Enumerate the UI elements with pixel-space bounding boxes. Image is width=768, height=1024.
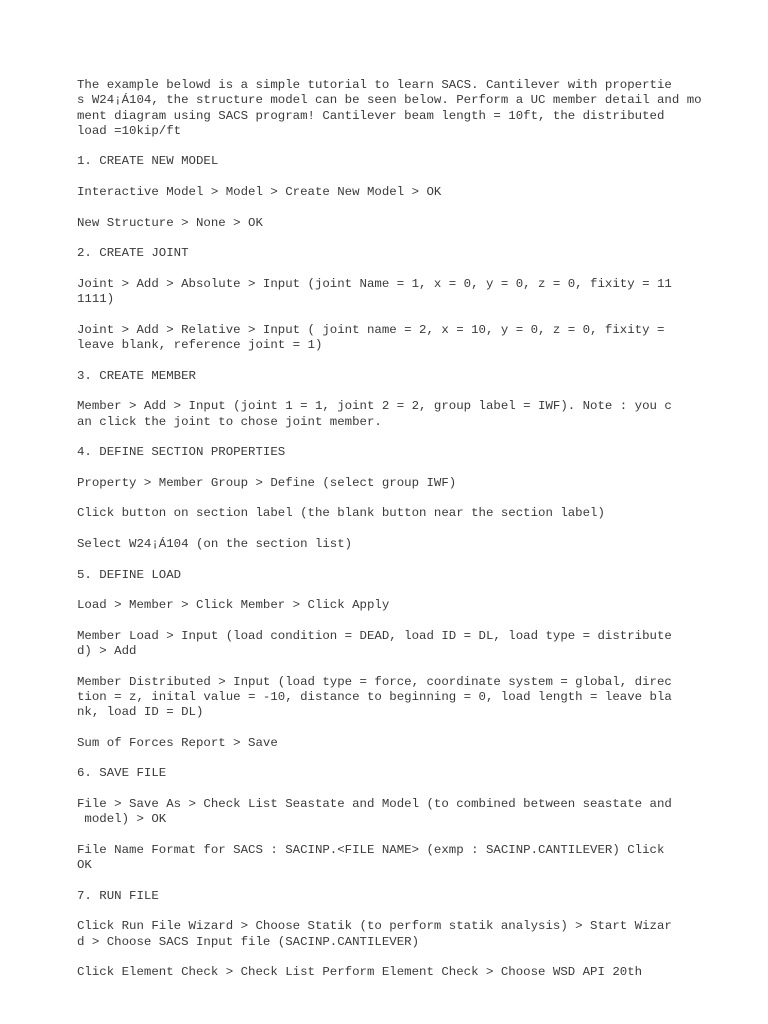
text-paragraph: New Structure > None > OK [77, 215, 263, 230]
text-paragraph: Sum of Forces Report > Save [77, 735, 278, 750]
text-paragraph: The example belowd is a simple tutorial to learn SACS. Cantilever with propertie s W24¡Á104, the structure model can be seen below. Perform a UC member detail and mo ment diagram using SACS program! Cantilever beam length = 10ft, the distributed load =10kip/ft [77, 78, 702, 138]
text-paragraph: 4. DEFINE SECTION PROPERTIES [77, 445, 286, 460]
text-paragraph: Member Load > Input (load condition = DEAD, load ID = DL, load type = distribute d) > Add [77, 628, 672, 658]
text-paragraph: File > Save As > Check List Seastate and Model (to combined between seastate and model) > OK [77, 796, 672, 827]
text-paragraph: 3. CREATE MEMBER [77, 368, 196, 383]
text-paragraph: 6. SAVE FILE [77, 766, 167, 781]
paragraph-gap [77, 659, 737, 674]
document-body [77, 78, 737, 981]
paragraph-gap [77, 460, 737, 475]
text-paragraph: Joint > Add > Absolute > Input (joint Name = 1, x = 0, y = 0, z = 0, fixity = 11 1111) [77, 276, 672, 307]
text-paragraph: Joint > Add > Relative > Input ( joint name = 2, x = 10, y = 0, z = 0, fixity = leave blank, reference joint = 1) [77, 322, 665, 353]
paragraph-gap [77, 522, 737, 537]
text-paragraph: Member > Add > Input (joint 1 = 1, joint 2 = 2, group label = IWF). Note : you c an click the joint to chose joint member. [77, 399, 672, 429]
paragraph-gap [77, 491, 737, 506]
paragraph-gap [77, 200, 737, 215]
text-paragraph: Select W24¡Á104 (on the section list) [77, 536, 353, 551]
paragraph-gap [77, 751, 737, 766]
paragraph-gap [77, 552, 737, 567]
text-paragraph: 1. CREATE NEW MODEL [77, 154, 219, 169]
text-paragraph: File Name Format for SACS : SACINP.<FILE NAME> (exmp : SACINP.CANTILEVER) Click OK [77, 842, 665, 873]
paragraph-gap [77, 613, 737, 628]
paragraph-gap [77, 170, 737, 185]
paragraph-gap [77, 583, 737, 598]
paragraph-gap [77, 950, 737, 965]
paragraph-gap [77, 231, 737, 246]
text-paragraph: Member Distributed > Input (load type = force, coordinate system = global, direc tion = z, inital value = -10, distance to beginning = 0, load length = leave bla nk, load ID = DL) [77, 674, 672, 720]
paragraph-gap [77, 430, 737, 445]
text-paragraph: 2. CREATE JOINT [77, 246, 189, 261]
paragraph-gap [77, 904, 737, 919]
text-paragraph: Load > Member > Click Member > Click Apply [77, 598, 390, 613]
text-paragraph: Property > Member Group > Define (select group IWF) [77, 475, 457, 490]
text-paragraph: 5. DEFINE LOAD [77, 567, 182, 582]
paragraph-gap [77, 262, 737, 277]
text-paragraph: Click Element Check > Check List Perform Element Check > Choose WSD API 20th [77, 965, 643, 980]
paragraph-gap [77, 873, 737, 888]
text-paragraph: Click button on section label (the blank button near the section label) [77, 506, 605, 521]
paragraph-gap [77, 782, 737, 797]
paragraph-gap [77, 720, 737, 735]
paragraph-gap [77, 139, 737, 154]
text-paragraph: Interactive Model > Model > Create New Model > OK [77, 185, 442, 200]
text-paragraph: Click Run File Wizard > Choose Statik (to perform statik analysis) > Start Wizar d > Choose SACS Input file (SACINP.CANTILEVER) [77, 919, 672, 949]
paragraph-gap [77, 307, 737, 322]
text-paragraph: 7. RUN FILE [77, 888, 159, 903]
paragraph-gap [77, 353, 737, 368]
paragraph-gap [77, 384, 737, 399]
paragraph-gap [77, 828, 737, 843]
